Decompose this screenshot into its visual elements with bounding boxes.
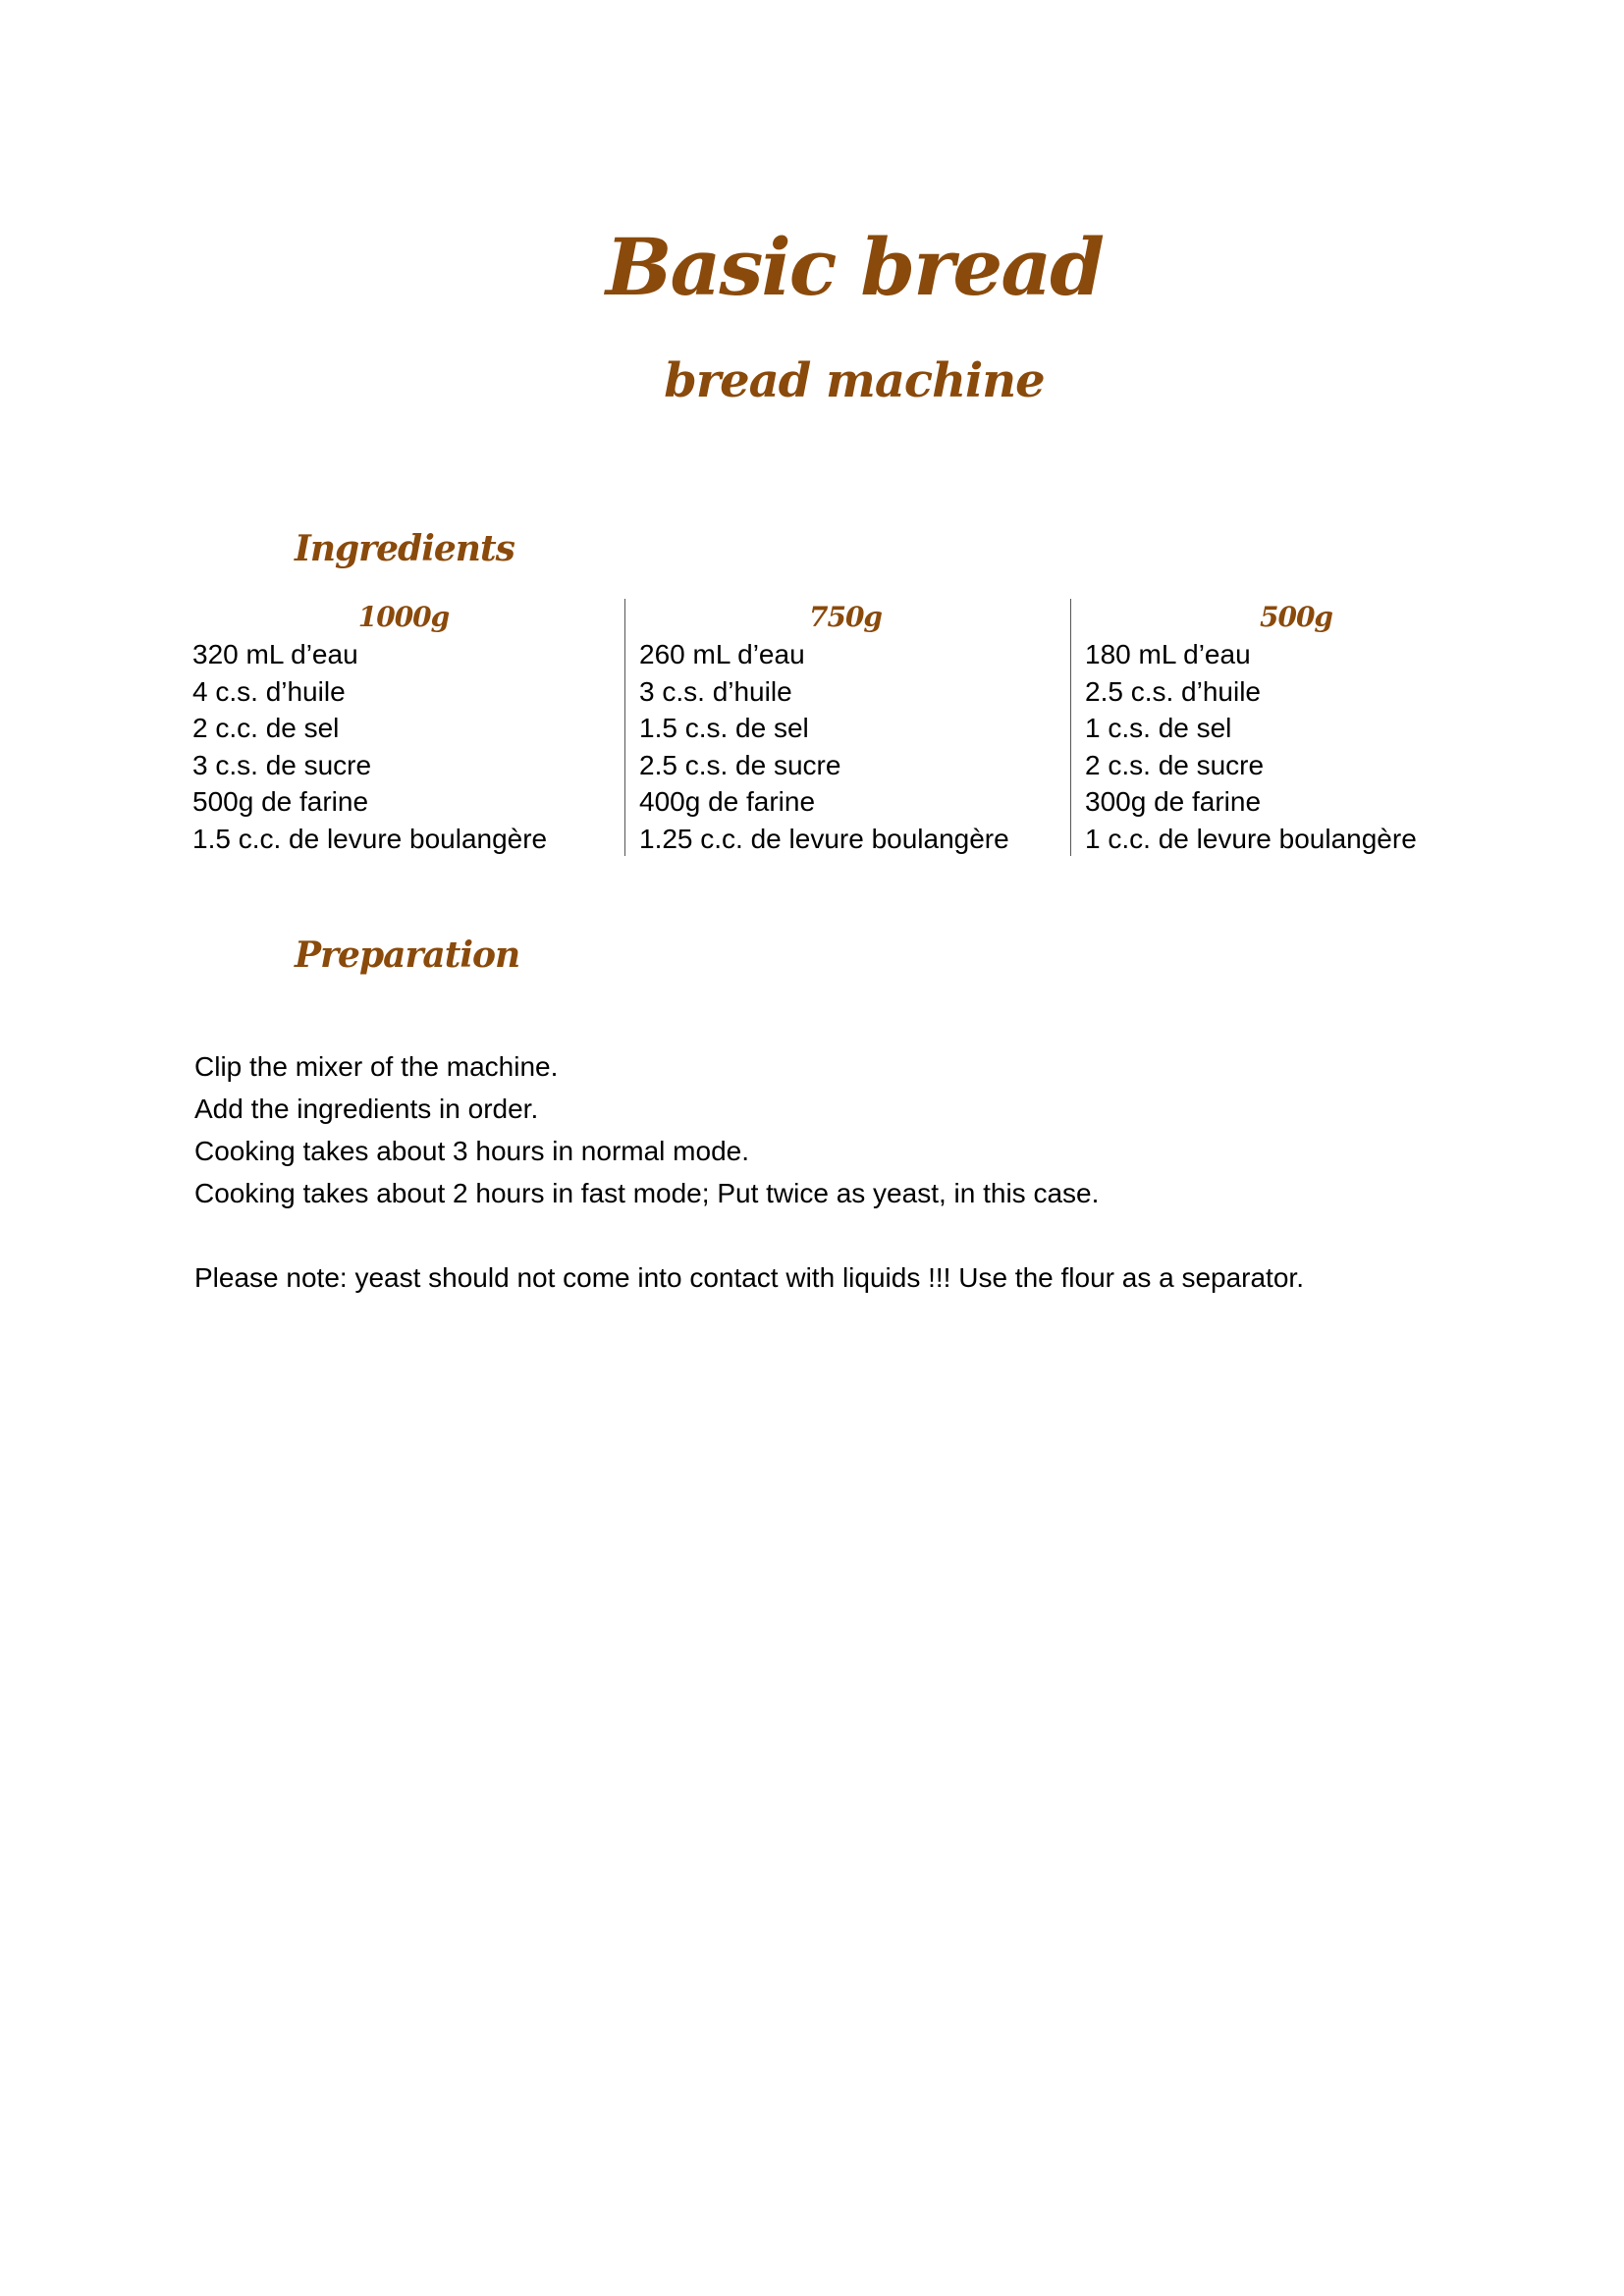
column-heading: 1000g [357, 601, 450, 633]
ingredients-column-750g [624, 599, 1067, 856]
document-subtitle: bread machine [664, 353, 1045, 408]
list-item: 320 mL d’eau [192, 639, 358, 669]
ingredients-column-1000g [192, 599, 624, 856]
list-item: 4 c.s. d’huile [192, 675, 346, 707]
list-item: 3 c.s. d’huile [639, 675, 792, 707]
preparation-body [194, 1045, 1471, 1299]
list-item: 260 mL d’eau [639, 639, 805, 669]
list-item: 3 c.s. de sucre [192, 749, 372, 780]
list-item: 2.5 c.s. de sucre [639, 749, 841, 780]
list-item: 1.5 c.s. de sel [639, 713, 809, 743]
column-heading: 750g [808, 601, 883, 633]
ingredients-column-500g [1070, 599, 1497, 856]
list-item: 180 mL d’eau [1085, 639, 1251, 669]
list-item: 2 c.c. de sel [192, 713, 340, 743]
list-item: 400g de farine [639, 786, 816, 817]
preparation-step: Cooking takes about 3 hours in normal mode. [194, 1136, 749, 1166]
preparation-step: Add the ingredients in order. [194, 1094, 539, 1124]
preparation-heading: Preparation [295, 934, 520, 976]
document-title: Basic bread [605, 221, 1104, 313]
preparation-step: Clip the mixer of the machine. [194, 1051, 559, 1082]
ingredient-list [192, 636, 624, 857]
column-heading: 500g [1259, 601, 1333, 633]
list-item: 1 c.c. de levure boulangère [1085, 823, 1417, 854]
preparation-note: Please note: yeast should not come into contact with liquids !!! Use the flour as a separator. [194, 1262, 1304, 1293]
list-item: 2 c.s. de sucre [1085, 749, 1265, 780]
ingredient-list [639, 636, 1067, 857]
list-item: 300g de farine [1085, 786, 1262, 817]
list-item: 1 c.s. de sel [1085, 713, 1232, 743]
list-item: 1.5 c.c. de levure boulangère [192, 823, 548, 854]
ingredient-list [1085, 636, 1497, 857]
ingredients-heading: Ingredients [295, 528, 514, 569]
preparation-step: Cooking takes about 2 hours in fast mode; Put twice as yeast, in this case. [194, 1178, 1100, 1208]
list-item: 2.5 c.s. d’huile [1085, 675, 1261, 707]
list-item: 1.25 c.c. de levure boulangère [639, 823, 1009, 854]
ingredients-columns [192, 599, 1430, 856]
list-item: 500g de farine [192, 786, 369, 817]
